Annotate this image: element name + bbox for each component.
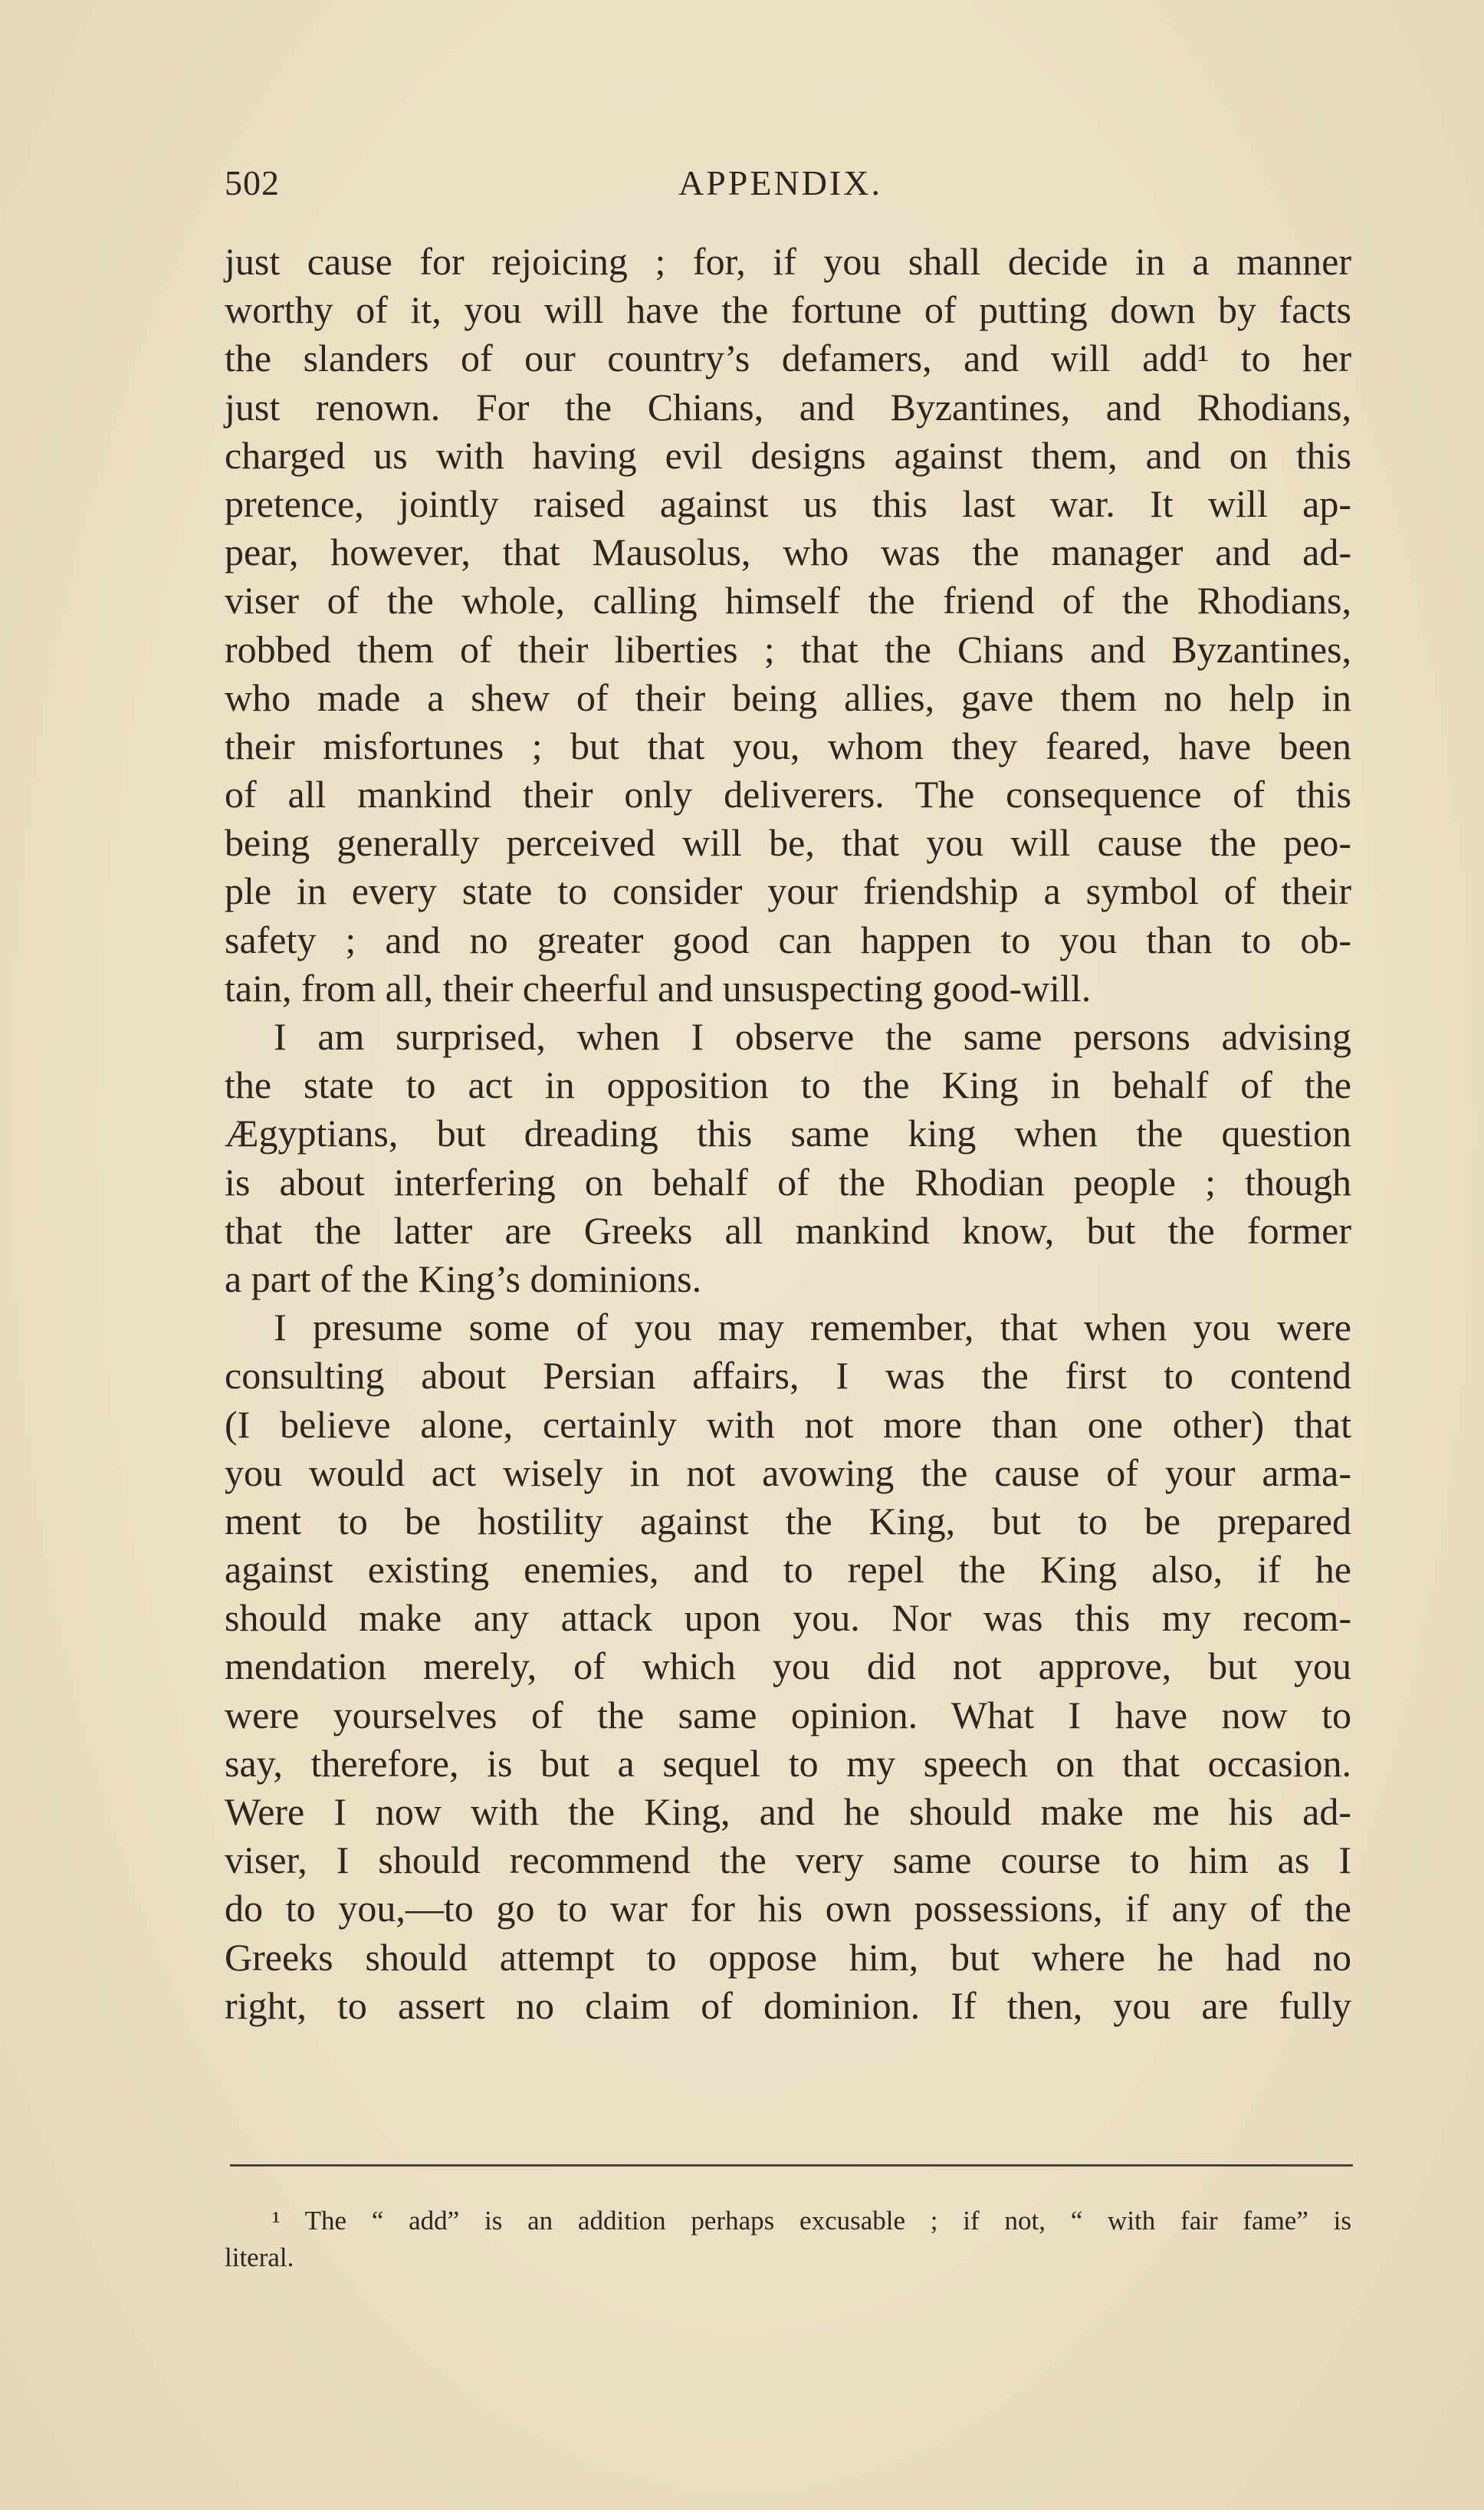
text-line: safety ; and no greater good can happen to you than to ob- (225, 918, 1351, 961)
footnote-line: ¹ The “ add” is an addition perhaps excusable ; if not, “ with fair fame” is (272, 2206, 1351, 2236)
text-line: that the latter are Greeks all mankind know, but the former (225, 1208, 1351, 1252)
text-line: (I believe alone, certainly with not more than one other) that (225, 1402, 1351, 1446)
text-line: Were I now with the King, and he should make me his ad- (225, 1790, 1351, 1833)
text-line: I presume some of you may remember, that when you were (274, 1306, 1351, 1349)
text-line: worthy of it, you will have the fortune of putting down by facts (225, 288, 1351, 332)
text-line: pretence, jointly raised against us this last war. It will ap- (225, 481, 1351, 525)
text-line: the state to act in opposition to the King in behalf of the (225, 1063, 1351, 1107)
text-line: mendation merely, of which you did not approve, but you (225, 1644, 1351, 1688)
footnote-rule (230, 2164, 1353, 2167)
body-text (225, 238, 1351, 2030)
footnote (225, 2203, 1351, 2276)
text-line: do to you,—to go to war for his own possessions, if any of the (225, 1887, 1351, 1930)
text-line: right, to assert no claim of dominion. If then, you are fully (225, 1983, 1351, 2027)
text-line: of all mankind their only deliverers. The consequence of this (225, 773, 1351, 816)
text-line: pear, however, that Mausolus, who was the manager and ad- (225, 531, 1351, 574)
text-line: who made a shew of their being allies, gave them no help in (225, 675, 1351, 719)
text-line: is about interfering on behalf of the Rhodian people ; though (225, 1160, 1351, 1204)
text-line: viser, I should recommend the very same course to him as I (225, 1838, 1351, 1882)
text-line: charged us with having evil designs against them, and on this (225, 433, 1351, 477)
text-line: just renown. For the Chians, and Byzantines, and Rhodians, (225, 385, 1351, 429)
text-line: the slanders of our country’s defamers, and will add¹ to her (225, 337, 1351, 380)
text-line: Ægyptians, but dreading this same king when the question (225, 1112, 1351, 1155)
text-line: consulting about Persian affairs, I was the first to contend (225, 1354, 1351, 1398)
text-line: should make any attack upon you. Nor was this my recom- (225, 1596, 1351, 1640)
text-line: just cause for rejoicing ; for, if you shall decide in a manner (225, 240, 1351, 283)
text-line: you would act wisely in not avowing the cause of your arma- (225, 1450, 1351, 1494)
running-head: APPENDIX. (678, 163, 882, 202)
text-line: tain, from all, their cheerful and unsuspecting good-will. (225, 966, 1092, 1010)
text-line: were yourselves of the same opinion. What I have now to (225, 1693, 1351, 1736)
text-line: I am surprised, when I observe the same persons advising (274, 1015, 1351, 1058)
page-number: 502 (225, 163, 280, 202)
text-line: ment to be hostility against the King, but to be prepared (225, 1499, 1351, 1542)
text-line: Greeks should attempt to oppose him, but where he had no (225, 1935, 1351, 1979)
text-line: their misfortunes ; but that you, whom they feared, have been (225, 724, 1351, 767)
text-line: being generally perceived will be, that you will cause the peo- (225, 821, 1351, 865)
text-line: say, therefore, is but a sequel to my speech on that occasion. (225, 1741, 1351, 1785)
footnote-line: literal. (225, 2242, 294, 2272)
text-line: robbed them of their liberties ; that the Chians and Byzantines, (225, 627, 1351, 671)
text-line: against existing enemies, and to repel the King also, if he (225, 1548, 1351, 1592)
text-line: ple in every state to consider your friendship a symbol of their (225, 869, 1351, 913)
text-line: viser of the whole, calling himself the friend of the Rhodians, (225, 579, 1351, 623)
text-line: a part of the King’s dominions. (225, 1257, 702, 1300)
page-header (225, 163, 1351, 216)
